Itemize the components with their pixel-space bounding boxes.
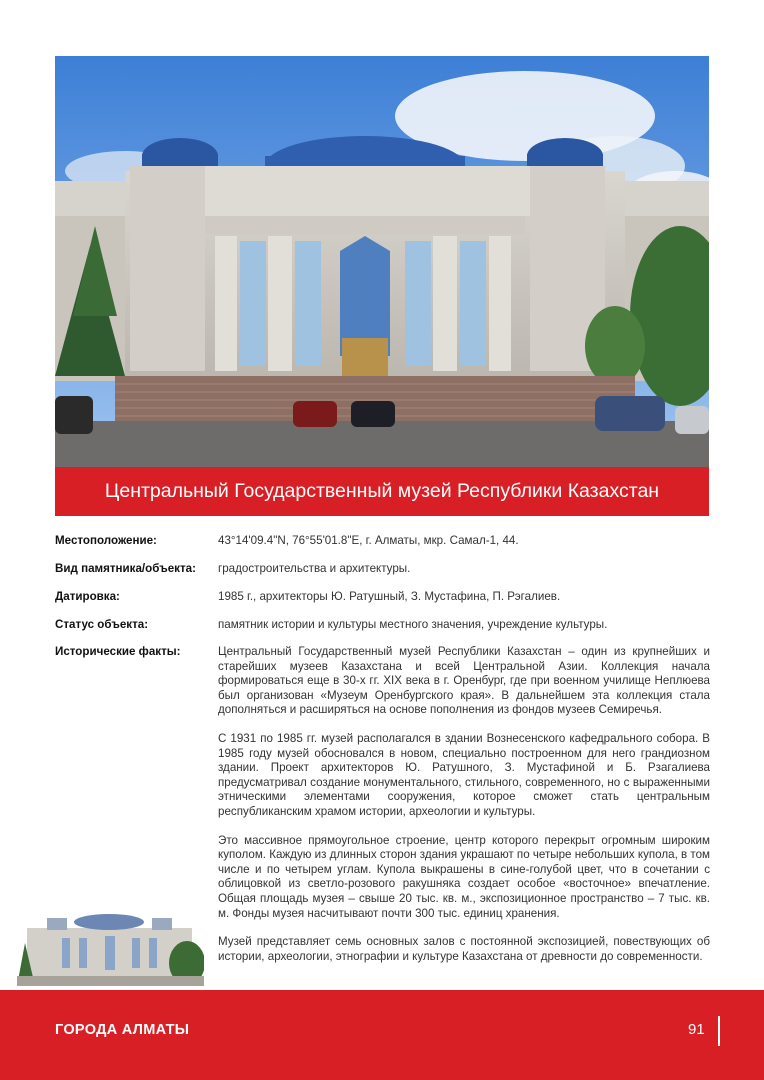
museum-photo [55, 56, 709, 467]
field-label: Исторические факты: [55, 645, 181, 658]
facts-text [218, 645, 710, 978]
museum-thumbnail [17, 908, 204, 986]
title-band [55, 467, 709, 516]
field-value: градостроительства и архитектуры. [218, 562, 411, 575]
footer-title: ГОРОДА АЛМАТЫ [55, 1022, 190, 1038]
field-value: 1985 г., архитекторы Ю. Ратушный, З. Мустафина, П. Рэгалиев. [218, 590, 561, 603]
page-number: 91 [688, 1021, 705, 1038]
field-value: 43°14'09.4"N, 76°55'01.8"E, г. Алматы, мкр. Самал-1, 44. [218, 534, 519, 547]
field-label: Местоположение: [55, 534, 157, 547]
field-label: Вид памятника/объекта: [55, 562, 196, 575]
field-label: Датировка: [55, 590, 120, 603]
field-label: Статус объекта: [55, 618, 149, 631]
field-value: памятник истории и культуры местного значения, учреждение культуры. [218, 618, 608, 631]
facts-paragraph: Музей представляет семь основных залов с постоянной экспозицией, повествующих об истории, археологии, этнографии и культуре Казахстана от древности до современности. [218, 935, 710, 963]
page-title: Центральный Государственный музей Республики Казахстан [104, 480, 660, 502]
facts-paragraph: Это массивное прямоугольное строение, центр которого перекрыт огромным широким куполом. Каждую из длинных сторон здания украшают по четыре небольших купола, в том числе и по четырем углам. Купола выкрашены в сине-голубой цвет, что в сочетании с облицовкой из светло-розового ракушняка создает особое «восточное» впечатление. Общая площадь музея – свыше 20 тыс. кв. м., экспозиционное пространство – 7 тыс. кв. м. Фонды музея насчитывают почти 300 тыс. единиц хранения. [218, 833, 710, 920]
page-divider [718, 1016, 720, 1046]
facts-paragraph: Центральный Государственный музей Республики Казахстан – один из крупнейших и старейших музеев Казахстана и всей Центральной Азии. Коллекция начала формироваться еще в 30-х гг. XIX века в г. Оренбург, где при военном училище Неплюева был организован «Музеум Оренбургского края». В дальнейшем эта коллекция стала дополняться и расширяться на основе пополнения из фондов музеев Семиречья. [218, 645, 710, 717]
facts-paragraph: С 1931 по 1985 гг. музей располагался в здании Вознесенского кафедрального собора. В 1985 году музей обосновался в новом, специально построенном для него грандиозном здании. Проект архитекторов Ю. Ратушного, З. Мустафиной и Б. Рзагалиева предусматривал создание монументального, стильного, современного, но с выраженными этническими элементами сооружения, которое сможет стать центральным республиканским храмом истории, археологии и культуры. [218, 731, 710, 818]
